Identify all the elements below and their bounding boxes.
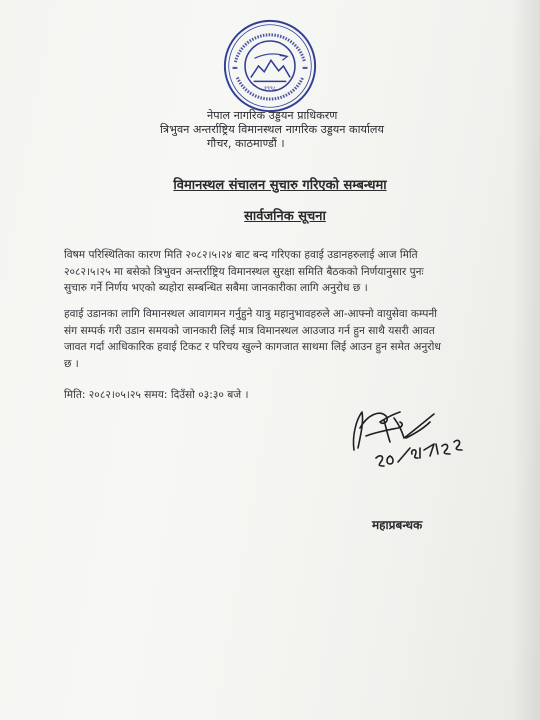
signatory-designation: महाप्रबन्धक [372, 518, 423, 532]
paragraph-2-line: छ । [64, 357, 79, 370]
office-heading [150, 109, 420, 151]
page-shadow [512, 0, 540, 720]
handwritten-signature [340, 392, 480, 482]
notice-title: सार्वजनिक सूचना [244, 209, 326, 224]
office-line-authority: नेपाल नागरिक उड्डयन प्राधिकरण [207, 109, 338, 122]
office-line-address: गौचर, काठमाण्डौं । [207, 137, 285, 150]
notice-subject: विमानस्थल संचालन सुचारु गरिएको सम्बन्धमा [173, 178, 387, 193]
paragraph-1-line: २०८२।५।२५ मा बसेको त्रिभुवन अन्तर्राष्ट्रिय विमानस्थल सुरक्षा समिति बैठकको निर्णयानुसार पुनः [64, 265, 424, 278]
paragraph-1-line: विषम परिस्थितिका कारण मिति २०८२।५।२४ बाट बन्द गरिएका हवाई उडानहरुलाई आज मिति [64, 249, 418, 261]
paragraph-2-line: जावत गर्दा आधिकारिक हवाई टिकट र परिचय खुल्ने कागजात साथमा लिई आउन हुन समेत अनुरोध [64, 341, 441, 353]
paragraph-2 [64, 306, 514, 372]
svg-text:१९९८: १९९८ [264, 86, 276, 92]
paragraph-2-line: संग सम्पर्क गरी उडान समयको जानकारी लिई मात्र विमानस्थल आउजाउ गर्न हुन साथै यसरी आवत [64, 324, 435, 337]
date-time-line: मिति: २०८२।०५।२५ समय: दिउँसो ०३:३० बजे । [64, 389, 249, 401]
paragraph-1 [64, 247, 514, 297]
caan-seal-logo [222, 18, 318, 114]
office-line-airport: त्रिभुवन अन्तर्राष्ट्रिय विमानस्थल नागरिक उड्डयन कार्यालय [160, 123, 385, 136]
paragraph-2-line: हवाई उडानका लागि विमानस्थल आवागमन गर्नुहुने यात्रु महानुभावहरुले आ-आफ्नो वायुसेवा कम्पनी [64, 308, 438, 320]
paragraph-1-line: सुचारु गर्ने निर्णय भएको ब्यहोरा सम्बन्धित सबैमा जानकारीका लागि अनुरोध छ । [64, 282, 368, 294]
